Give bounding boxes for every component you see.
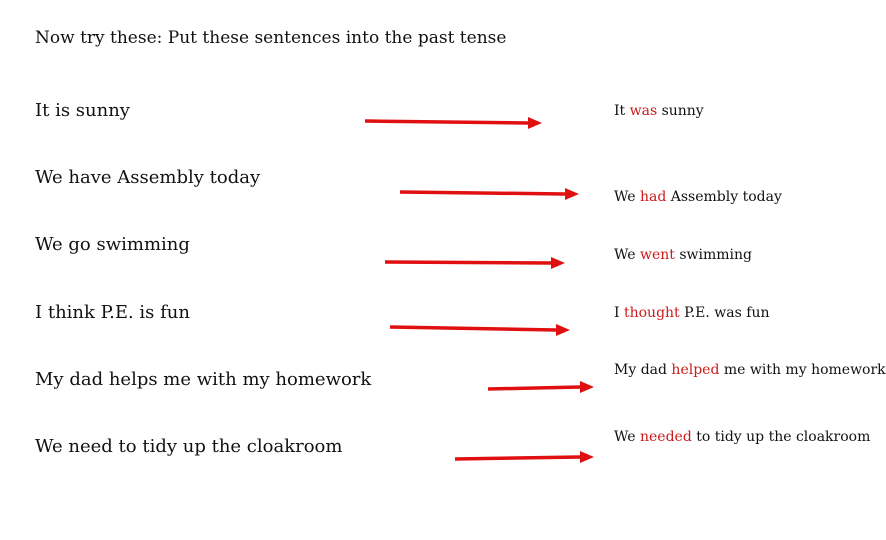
answer-sentence bbox=[614, 103, 704, 119]
past-tense-verb: thought bbox=[623, 305, 680, 321]
source-sentence: We have Assembly today bbox=[35, 167, 261, 188]
answer-post: to tidy up the cloakroom bbox=[691, 429, 871, 445]
answer-pre: It bbox=[614, 103, 630, 119]
answer-pre: We bbox=[614, 189, 640, 205]
past-tense-verb: helped bbox=[671, 362, 720, 378]
arrow-icon bbox=[455, 451, 594, 463]
answer-post: Assembly today bbox=[666, 189, 782, 205]
arrow-icon bbox=[390, 324, 570, 336]
answer-post: P.E. was fun bbox=[679, 305, 770, 321]
arrow-icon bbox=[488, 381, 594, 393]
source-sentence: We need to tidy up the cloakroom bbox=[35, 436, 343, 457]
answer-sentence bbox=[614, 362, 886, 378]
answer-post: me with my homework bbox=[719, 362, 886, 378]
slide-title: Now try these: Put these sentences into the past tense bbox=[35, 28, 507, 48]
source-sentence: I think P.E. is fun bbox=[35, 302, 190, 323]
answer-post: swimming bbox=[674, 247, 753, 263]
answer-sentence bbox=[614, 189, 782, 205]
past-tense-verb: went bbox=[639, 247, 675, 263]
answer-sentence bbox=[614, 429, 870, 445]
past-tense-verb: had bbox=[639, 189, 667, 205]
answer-pre: We bbox=[614, 247, 640, 263]
arrow-icon bbox=[400, 188, 579, 200]
answer-sentence bbox=[614, 247, 752, 263]
arrow-icon bbox=[365, 117, 542, 129]
past-tense-verb: needed bbox=[639, 429, 692, 445]
source-sentence: My dad helps me with my homework bbox=[35, 369, 372, 390]
source-sentence: It is sunny bbox=[35, 100, 130, 121]
source-sentence: We go swimming bbox=[35, 234, 190, 255]
arrow-icon bbox=[385, 257, 565, 269]
answer-pre: We bbox=[614, 429, 640, 445]
answer-post: sunny bbox=[657, 103, 704, 119]
answer-sentence bbox=[614, 305, 769, 321]
answer-pre: I bbox=[614, 305, 624, 321]
past-tense-verb: was bbox=[629, 103, 658, 119]
answer-pre: My dad bbox=[614, 362, 672, 378]
